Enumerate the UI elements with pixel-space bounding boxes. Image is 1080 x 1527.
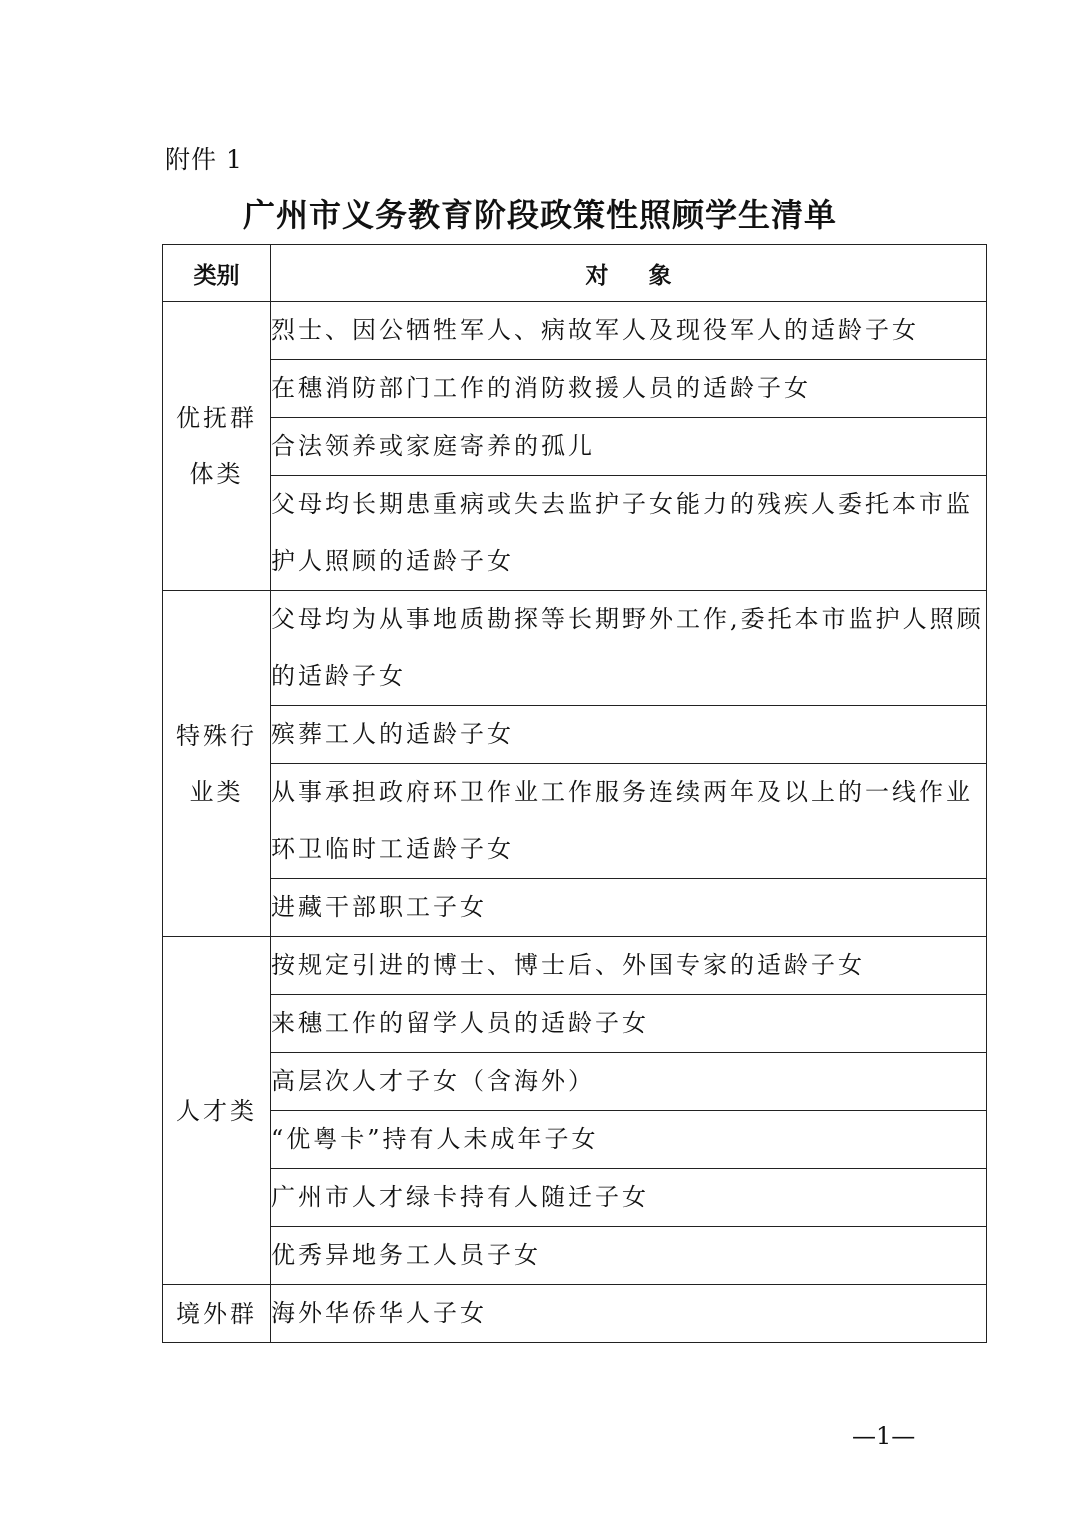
document-title: 广州市义务教育阶段政策性照顾学生清单 bbox=[242, 196, 837, 234]
policy-table bbox=[162, 244, 987, 1343]
object-cell: 从事承担政府环卫作业工作服务连续两年及以上的一线作业环卫临时工适龄子女 bbox=[271, 764, 987, 879]
object-cell: 来穗工作的留学人员的适龄子女 bbox=[271, 995, 987, 1053]
table-row bbox=[163, 995, 987, 1053]
category-cell: 特殊行业类 bbox=[163, 591, 271, 937]
attachment-label: 附件 1 bbox=[165, 145, 243, 174]
header-category: 类别 bbox=[163, 245, 271, 302]
table-row bbox=[163, 476, 987, 591]
object-cell: 父母均长期患重病或失去监护子女能力的残疾人委托本市监护人照顾的适龄子女 bbox=[271, 476, 987, 591]
table-row bbox=[163, 706, 987, 764]
object-cell: 烈士、因公牺牲军人、病故军人及现役军人的适龄子女 bbox=[271, 302, 987, 360]
object-cell: 进藏干部职工子女 bbox=[271, 879, 987, 937]
table-row bbox=[163, 937, 987, 995]
table-row bbox=[163, 302, 987, 360]
object-cell: 海外华侨华人子女 bbox=[271, 1285, 987, 1343]
table-row bbox=[163, 1169, 987, 1227]
category-cell: 人才类 bbox=[163, 937, 271, 1285]
category-cell: 境外群 bbox=[163, 1285, 271, 1343]
object-cell: 按规定引进的博士、博士后、外国专家的适龄子女 bbox=[271, 937, 987, 995]
object-cell: 殡葬工人的适龄子女 bbox=[271, 706, 987, 764]
table-row bbox=[163, 1053, 987, 1111]
object-cell: 优秀异地务工人员子女 bbox=[271, 1227, 987, 1285]
header-object: 对象 bbox=[271, 245, 987, 302]
table-header-row bbox=[163, 245, 987, 302]
object-cell: 高层次人才子女（含海外） bbox=[271, 1053, 987, 1111]
object-cell: 合法领养或家庭寄养的孤儿 bbox=[271, 418, 987, 476]
table-row bbox=[163, 591, 987, 706]
table-row bbox=[163, 764, 987, 879]
object-cell: 父母均为从事地质勘探等长期野外工作,委托本市监护人照顾的适龄子女 bbox=[271, 591, 987, 706]
table-row bbox=[163, 1111, 987, 1169]
object-cell: 在穗消防部门工作的消防救援人员的适龄子女 bbox=[271, 360, 987, 418]
table-row bbox=[163, 418, 987, 476]
page-number: —1— bbox=[852, 1422, 916, 1450]
table-row bbox=[163, 879, 987, 937]
table-row bbox=[163, 1227, 987, 1285]
table-row bbox=[163, 360, 987, 418]
table-row bbox=[163, 1285, 987, 1343]
object-cell: “优粤卡”持有人未成年子女 bbox=[271, 1111, 987, 1169]
object-cell: 广州市人才绿卡持有人随迁子女 bbox=[271, 1169, 987, 1227]
category-cell: 优抚群体类 bbox=[163, 302, 271, 591]
